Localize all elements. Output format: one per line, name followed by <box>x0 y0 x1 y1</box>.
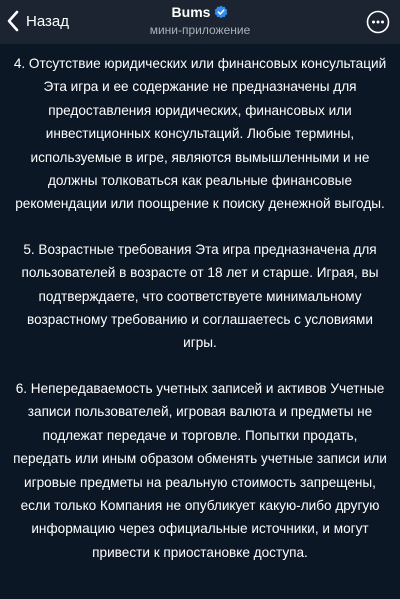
verified-badge-icon <box>214 5 228 19</box>
app-title: Bums <box>171 4 211 20</box>
terms-section-no-advice: 4. Отсутствие юридических или финансовых консультаций Эта игра и ее содержание не предназначены для предоставления юридических, финансовых или инвестиционных консультаций. Любые термины, используемые в игре, являются вымышленными и не должны толковаться как реальные финансовые рекомендации или поощрение к поиску денежной выгоды. <box>13 56 387 212</box>
back-label: Назад <box>26 12 69 30</box>
header-title-block <box>100 3 300 37</box>
app-subtitle: мини-приложение <box>149 23 251 37</box>
title-row <box>100 3 300 21</box>
terms-section-non-transferability: 6. Непередаваемость учетных записей и активов Учетные записи пользователей, игровая валюта и предметы не подлежат передаче и торговле. Попытки продать, передать или иным образом обменять учетные записи или игровые предметы на реальную стоимость запрещены, если только Компания не опубликует какую-либо другую информацию через официальные источники, и могут привести к приостановке доступа. <box>13 380 387 560</box>
header-bar <box>0 0 400 44</box>
more-options-icon[interactable] <box>366 10 390 34</box>
back-button[interactable] <box>6 8 69 34</box>
terms-content <box>12 52 388 586</box>
chevron-left-icon <box>6 10 20 32</box>
terms-section-age-requirements: 5. Возрастные требования Эта игра предназначена для пользователей в возрасте от 18 лет и старше. Играя, вы подтверждаете, что соответствуете минимальному возрастному требованию и соглашаетесь с условиями игры. <box>21 241 379 351</box>
